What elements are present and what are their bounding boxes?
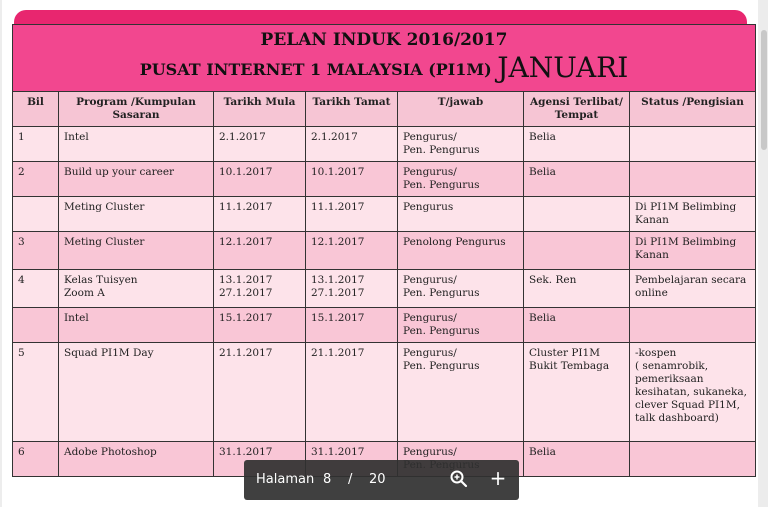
cell-status (630, 308, 756, 343)
cell-tjawab: Pengurus/ Pen. Pengurus (398, 270, 524, 308)
cell-tarikh-tamat: 10.1.2017 (306, 162, 398, 197)
col-header-bil: Bil (13, 92, 59, 127)
cell-tarikh-tamat: 13.1.2017 27.1.2017 (306, 270, 398, 308)
cell-tarikh-tamat: 12.1.2017 (306, 232, 398, 270)
cell-tarikh-tamat: 2.1.2017 (306, 127, 398, 162)
table-row (13, 162, 756, 197)
cell-tjawab: Pengurus/ Pen. Pengurus (398, 308, 524, 343)
table-row (13, 232, 756, 270)
cell-tarikh-tamat: 21.1.2017 (306, 343, 398, 442)
col-header-tarikh-tamat: Tarikh Tamat (306, 92, 398, 127)
cell-tarikh-mula: 10.1.2017 (214, 162, 306, 197)
cell-status (630, 162, 756, 197)
plan-table (12, 24, 756, 477)
current-page-input[interactable]: 8 (323, 472, 332, 487)
scrollbar-thumb[interactable] (761, 30, 767, 150)
cell-tarikh-mula: 31.1.2017 (214, 442, 306, 477)
cell-status: Di PI1M Belimbing Kanan (630, 232, 756, 270)
cell-agensi (524, 232, 630, 270)
cell-program: Build up your career (59, 162, 214, 197)
cell-agensi: Belia (524, 162, 630, 197)
cell-program: Intel (59, 308, 214, 343)
cell-bil (13, 197, 59, 232)
month-title: JANUARI (497, 51, 629, 84)
cell-program: Meting Cluster (59, 232, 214, 270)
cell-program: Meting Cluster (59, 197, 214, 232)
document-subtitle (18, 51, 750, 87)
cell-tarikh-tamat: 15.1.2017 (306, 308, 398, 343)
cell-tarikh-mula: 13.1.2017 27.1.2017 (214, 270, 306, 308)
cell-program: Squad PI1M Day (59, 343, 214, 442)
title-row (13, 25, 756, 92)
vertical-scrollbar[interactable] (760, 0, 768, 507)
cell-bil: 2 (13, 162, 59, 197)
cell-tjawab: Pengurus/ Pen. Pengurus (398, 343, 524, 442)
document-title: PELAN INDUK 2016/2017 (260, 30, 508, 50)
cell-tarikh-mula: 12.1.2017 (214, 232, 306, 270)
col-header-program: Program /Kumpulan Sasaran (59, 92, 214, 127)
pdf-page (2, 0, 758, 507)
table-row (13, 270, 756, 308)
col-header-tjawab: T/jawab (398, 92, 524, 127)
cell-tarikh-mula: 21.1.2017 (214, 343, 306, 442)
plus-icon[interactable]: + (489, 466, 507, 490)
cell-bil: 3 (13, 232, 59, 270)
page-separator: / (348, 472, 353, 487)
cell-status (630, 442, 756, 477)
cell-bil: 5 (13, 343, 59, 442)
table-row (13, 197, 756, 232)
table-row (13, 308, 756, 343)
cell-agensi: Belia (524, 442, 630, 477)
total-pages: 20 (369, 472, 386, 487)
cell-tjawab: Pengurus/ Pen. Pengurus (398, 162, 524, 197)
cell-agensi: Cluster PI1M Bukit Tembaga (524, 343, 630, 442)
cell-agensi: Belia (524, 308, 630, 343)
zoom-in-icon[interactable] (449, 469, 469, 489)
cell-bil: 1 (13, 127, 59, 162)
page-navigation-toolbar (244, 460, 519, 500)
cell-tjawab: Pengurus/ Pen. Pengurus (398, 127, 524, 162)
col-header-tarikh-mula: Tarikh Mula (214, 92, 306, 127)
cell-bil: 4 (13, 270, 59, 308)
cell-status (630, 127, 756, 162)
cell-tjawab: Penolong Pengurus (398, 232, 524, 270)
cell-bil (13, 308, 59, 343)
cell-tarikh-tamat: 11.1.2017 (306, 197, 398, 232)
cell-program: Intel (59, 127, 214, 162)
cell-agensi: Sek. Ren (524, 270, 630, 308)
cell-tarikh-tamat: 31.1.2017 (306, 442, 398, 477)
cell-program: Adobe Photoshop (59, 442, 214, 477)
cell-agensi (524, 197, 630, 232)
cell-program: Kelas Tuisyen Zoom A (59, 270, 214, 308)
cell-tarikh-mula: 15.1.2017 (214, 308, 306, 343)
page-label: Halaman (256, 472, 315, 487)
cell-tjawab: Pengurus/ (398, 442, 524, 477)
cell-tjawab: Pengurus (398, 197, 524, 232)
col-header-agensi: Agensi Terlibat/ Tempat (524, 92, 630, 127)
cell-tarikh-mula: 2.1.2017 (214, 127, 306, 162)
table-row (13, 343, 756, 442)
table-body (13, 127, 756, 477)
cell-agensi: Belia (524, 127, 630, 162)
table-row (13, 127, 756, 162)
subtitle-text: PUSAT INTERNET 1 MALAYSIA (PI1M) (139, 60, 492, 79)
header-row (13, 92, 756, 127)
cell-status: -kospen ( senamrobik, pemeriksaan kesihatan, sukaneka, clever Squad PI1M, talk dashboard) (630, 343, 756, 442)
cell-bil: 6 (13, 442, 59, 477)
zoom-in-icon-graphic (449, 469, 469, 489)
title-cell (13, 25, 756, 92)
col-header-status: Status /Pengisian (630, 92, 756, 127)
cell-tarikh-mula: 11.1.2017 (214, 197, 306, 232)
cell-status: Pembelajaran secara online (630, 270, 756, 308)
cell-status: Di PI1M Belimbing Kanan (630, 197, 756, 232)
